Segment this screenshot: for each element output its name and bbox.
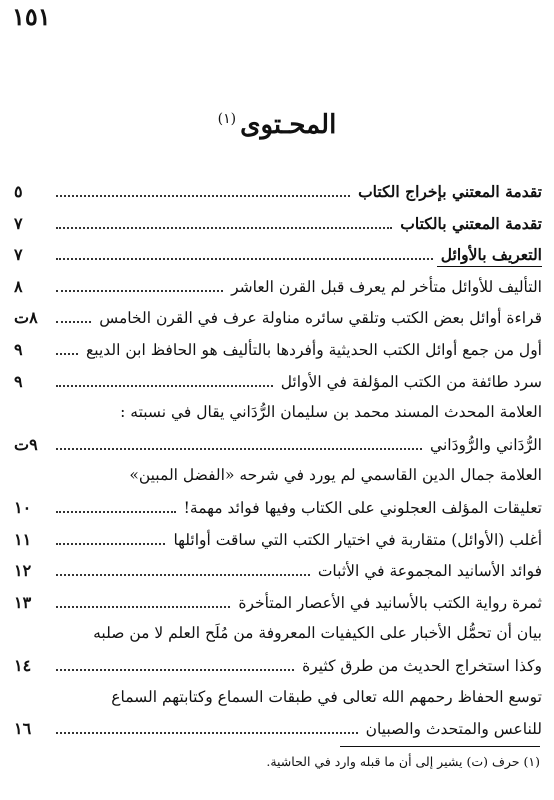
toc-entry: [14, 618, 542, 650]
toc-entry-page: ٧: [14, 213, 23, 233]
toc-entry: [14, 492, 542, 524]
toc-entry: [14, 302, 542, 334]
toc-entry: [14, 208, 542, 240]
toc-leader-dots: [56, 257, 433, 260]
toc-entry-title: الرُّدَاني والرُّودَاني: [430, 435, 542, 454]
toc-entry-title: العلامة المحدث المسند محمد بن سليمان الرُّدَاني يقال في نسبته :: [120, 403, 542, 422]
toc-entry: [14, 271, 542, 303]
toc-entry-page: ٧: [14, 245, 23, 265]
toc-leader-dots: [56, 226, 392, 229]
toc-entry: [14, 429, 542, 461]
toc-entry-title: ثمرة رواية الكتب بالأسانيد في الأعصار المتأخرة: [238, 593, 542, 612]
toc-entry-title: العلامة جمال الدين القاسمي لم يورد في شرحه «الفضل المبين»: [129, 466, 542, 485]
toc-entry: [14, 176, 542, 208]
toc-leader-dots: [56, 573, 310, 576]
toc-entry-page: ٨ت: [14, 308, 38, 328]
toc-entry-title: تعليقات المؤلف العجلوني على الكتاب وفيها فوائد مهمة!: [183, 498, 542, 517]
toc-entry: [14, 713, 542, 745]
toc-entry-title: أول من جمع أوائل الكتب الحديثية وأفردها بالتأليف هو الحافظ ابن الديبع: [86, 340, 542, 359]
toc-entry: [14, 239, 542, 271]
footnote-rule: [340, 746, 540, 747]
toc-leader-dots: [56, 289, 223, 292]
toc-entry-title: للناعس والمتحدث والصبيان: [365, 720, 542, 739]
toc-leader-dots: [56, 668, 294, 671]
toc-entry-title: فوائد الأسانيد المجموعة في الأثبات: [317, 562, 542, 581]
toc-leader-dots: [56, 320, 91, 323]
page-number: ١٥١: [12, 2, 51, 31]
toc-entry-title: التعريف بالأوائل: [437, 244, 542, 267]
toc-entry-title: وكذا استخراج الحديث من طرق كثيرة: [302, 656, 542, 675]
toc-leader-dots: [56, 194, 350, 197]
toc-entry-title: قراءة أوائل بعض الكتب وتلقي سائره مناولة عرف في القرن الخامس: [99, 309, 542, 328]
toc-entry-title: توسع الحفاظ رحمهم الله تعالى في طبقات السماع وكتابتهم السماع: [111, 687, 542, 706]
toc-entry: [14, 334, 542, 366]
table-of-contents: [14, 176, 542, 745]
toc-entry-title: تقدمة المعتني بالكتاب: [400, 213, 542, 233]
toc-entry-page: ٩ت: [14, 434, 38, 454]
toc-entry-page: ١٢: [14, 561, 32, 581]
toc-leader-dots: [56, 542, 165, 545]
toc-entry: [14, 650, 542, 682]
toc-leader-dots: [56, 447, 422, 450]
toc-entry-page: ٥: [14, 182, 23, 201]
toc-leader-dots: [56, 510, 176, 513]
toc-leader-dots: [56, 731, 358, 734]
toc-entry-page: ٩: [14, 339, 23, 359]
toc-entry-page: ١٦: [14, 719, 32, 739]
toc-entry-page: ١١: [14, 529, 32, 549]
toc-entry: [14, 524, 542, 556]
toc-entry-page: ١٣: [14, 592, 32, 612]
page-title-text: المحـتوى: [240, 110, 337, 140]
toc-entry: [14, 460, 542, 492]
page-title-note-ref: (١): [217, 111, 237, 128]
toc-entry-page: ٨: [14, 276, 23, 296]
toc-entry-page: ١٤: [14, 655, 32, 675]
toc-entry-page: ٩: [14, 371, 23, 391]
toc-entry-title: بيان أن تحمُّل الأخبار على الكيفيات المعروفة من مُلَح العلم لا من صلبه: [93, 624, 542, 643]
toc-leader-dots: [56, 605, 230, 608]
toc-entry: [14, 366, 542, 398]
toc-entry-title: سرد طائفة من الكتب المؤلفة في الأوائل: [280, 372, 542, 391]
toc-entry: [14, 682, 542, 714]
footnote: (١) حرف (ت) يشير إلى أن ما قبله وارد في الحاشية.: [266, 754, 540, 769]
toc-entry: [14, 587, 542, 619]
toc-entry-title: أغلب (الأوائل) متقاربة في اختيار الكتب التي ساقت أوائلها: [173, 530, 542, 549]
toc-entry: [14, 555, 542, 587]
toc-leader-dots: [56, 352, 78, 355]
toc-entry-title: تقدمة المعتني بإخراج الكتاب: [358, 182, 542, 201]
toc-entry-page: ١٠: [14, 497, 32, 517]
toc-leader-dots: [56, 384, 273, 387]
toc-entry: [14, 397, 542, 429]
toc-entry-title: التأليف للأوائل متأخر لم يعرف قبل القرن العاشر: [231, 277, 542, 296]
page-title: [0, 110, 554, 140]
